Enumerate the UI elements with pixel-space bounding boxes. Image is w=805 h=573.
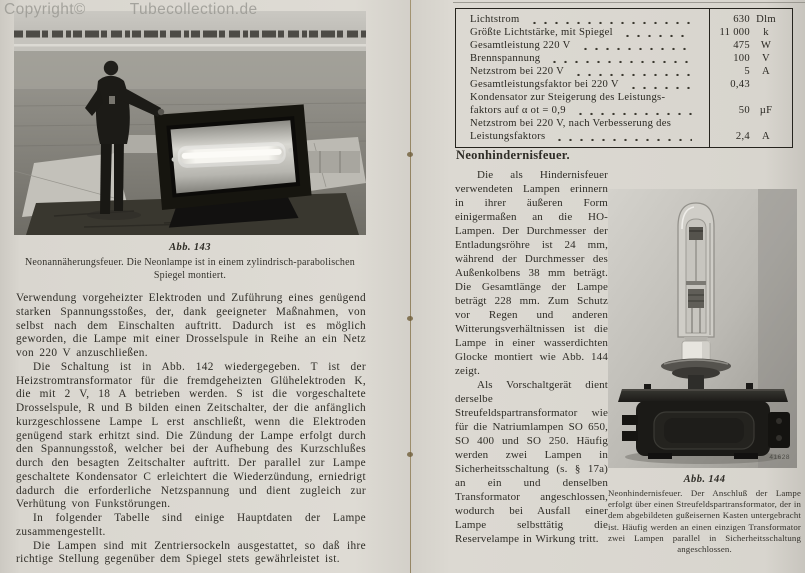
- photo-archive-number: 41628: [769, 454, 790, 461]
- binding-stitch: [407, 452, 413, 457]
- page-gutter-line: [410, 0, 411, 573]
- table-row: [470, 78, 784, 91]
- dot-leader: [628, 85, 692, 89]
- spec-unit: µF: [759, 105, 773, 116]
- watermark-site: Tubecollection.de: [129, 1, 258, 18]
- spec-unit: Dlm: [756, 14, 776, 25]
- lamp-spec-table: [455, 8, 793, 148]
- spec-value: 475: [733, 40, 750, 51]
- spec-label-line1: Netzstrom bei 220 V, nach Verbesserung des: [470, 118, 672, 129]
- spec-value: 50: [738, 105, 750, 116]
- figure-144-label: Abb. 144: [683, 474, 726, 485]
- spec-label: Gesamtleistung 220 V: [470, 40, 571, 51]
- figure-144-caption: Neonhindernisfeuer. Der Anschluß der Lampe erfolgt über einen Streufeldspartransformator, der in dem abgebildeten gußeisernen Kasten untergebracht ist. Häufig werden an einen einzigen Transformator zwei Lampen parallel in Sicherheitsschaltung angeschlossen.: [608, 488, 801, 555]
- spec-value: 2,4: [735, 131, 750, 142]
- dot-leader: [575, 111, 692, 115]
- spec-label: Lichtstrom: [470, 14, 520, 25]
- figure-143-caption: Neonannäherungsfeuer. Die Neonlampe ist in einem zylindrisch-parabolischen Spiegel montiert.: [25, 257, 355, 281]
- obstruction-light-photo: [608, 189, 797, 468]
- table-row: [470, 39, 784, 52]
- spec-unit: A: [762, 66, 770, 77]
- dot-leader: [549, 59, 692, 63]
- table-row: [470, 26, 784, 39]
- approach-beacon-photo: [14, 11, 366, 235]
- spec-label: Größte Lichtstärke, mit Spiegel: [470, 27, 613, 38]
- dot-leader: [622, 33, 692, 37]
- table-row: [470, 13, 784, 26]
- spec-value: 630: [733, 14, 750, 25]
- spec-label-line1: Kondensator zur Steigerung des Leistungs-: [470, 92, 666, 103]
- paragraph: Verwendung vorgeheizter Elektroden und Zuführung eines genügend starken Spannungsstoßes, der, dank geeigneter Maßnahmen, von selbst nach dem Einschalten auftritt. Dadurch ist es möglich geworden, die Lampe mit einer Drosselspule in Reihe an ein Netz von 220 V anzuschließen.: [16, 292, 366, 359]
- paragraph: Als Vorschaltgerät dient derselbe Streufeldspartransformator wie für die Natriumlampen SO 650, SO 400 und SO 250. Häufig werden zwei Lampen in Sicherheitsschaltung (s. § 17a) an ein und denselben Transformator angeschlossen, wodurch bei Ausfall einer Lampe selbsttätig die Reservelampe in Wirkung tritt.: [455, 379, 608, 545]
- table-row: [470, 52, 784, 65]
- binding-stitch: [407, 152, 413, 157]
- watermark: [4, 1, 258, 19]
- table-vertical-rule: [709, 9, 710, 147]
- left-page-body-text: [16, 292, 366, 567]
- spec-label-line2: Leistungsfaktors: [470, 131, 546, 142]
- spec-value: 5: [744, 66, 750, 77]
- table-row: [470, 65, 784, 78]
- spec-unit: k: [763, 27, 769, 38]
- paragraph: Die Lampen sind mit Zentriersockeln ausgestattet, so daß ihre richtige Stellung gegenüber dem Spiegel stets gewährleistet ist.: [16, 539, 366, 566]
- approach-beacon-illustration: [14, 11, 366, 235]
- spec-label: Brennspannung: [470, 53, 541, 64]
- paragraph: Die als Hindernisfeuer verwendeten Lampen erinnern in ihrer äußeren Form einigermaßen an die HO-Lampen. Der Durchmesser der Entladungsröhre ist 24 mm, während der Durchmesser des Außenkolbens 38 mm beträgt. Die Gesamtlänge der Lampe beträgt 228 mm. Zum Schutz vor Regen und anderen Witterungsverhältnissen ist die Lampe in einer wasserdichten Glocke montiert wie Abb. 144 zeigt.: [455, 169, 608, 377]
- spec-unit: V: [762, 53, 770, 64]
- spec-value: 100: [733, 53, 750, 64]
- page-top-edge: [453, 2, 805, 3]
- dot-leader: [529, 20, 693, 24]
- right-page-columns: [455, 168, 801, 555]
- spec-unit: W: [760, 40, 772, 51]
- right-page-body-text: [455, 168, 608, 555]
- spec-value: 0,43: [730, 79, 750, 90]
- spec-unit: A: [762, 131, 770, 142]
- figure-144-column: [608, 168, 801, 555]
- paragraph: In folgender Tabelle sind einige Hauptdaten der Lampe zusammengestellt.: [16, 512, 366, 538]
- spec-value: 11 000: [719, 27, 750, 38]
- watermark-copyright: Copyright©: [4, 1, 86, 18]
- table-row: [470, 117, 784, 143]
- table-row: [470, 91, 784, 117]
- paragraph: Die Schaltung ist in Abb. 142 wiedergegeben. T ist der Heizstromtransformator für die fremdgeheizten Glühelektroden K, die mit 2 V, 18 A betrieben werden. S ist die vorgeschaltete Drosselspule, R und B bilden einen Zeitschalter, der die anfänglich kurzgeschlossene Lampe L erst anschließt, wenn die Elektroden genügend stark erhitzt sind. Die Zündung der Lampe erfolgt durch den Spannungsstoß, welcher bei der Aufhebung des Kurzschlußes durch den besagten Zeitschalter auftritt. Der parallel zur Lampe geschaltete Kondensator C erleichtert die Wiederzündung, erniedrigt dadurch die erforderliche Netzspannung und dient zugleich zur Verhütung von Funkstörungen.: [16, 360, 366, 511]
- spec-label-line2: faktors auf α ot = 0,9: [470, 105, 566, 116]
- dot-leader: [580, 46, 692, 50]
- dot-leader: [573, 72, 692, 76]
- dot-leader: [554, 137, 692, 141]
- spec-label: Gesamtleistungsfaktor bei 220 V: [470, 79, 619, 90]
- binding-stitch: [407, 316, 413, 321]
- figure-143-label: Abb. 143: [169, 242, 211, 253]
- section-heading: Neonhindernisfeuer.: [456, 148, 570, 162]
- obstruction-light-illustration: [608, 189, 797, 468]
- spec-label: Netzstrom bei 220 V: [470, 66, 565, 77]
